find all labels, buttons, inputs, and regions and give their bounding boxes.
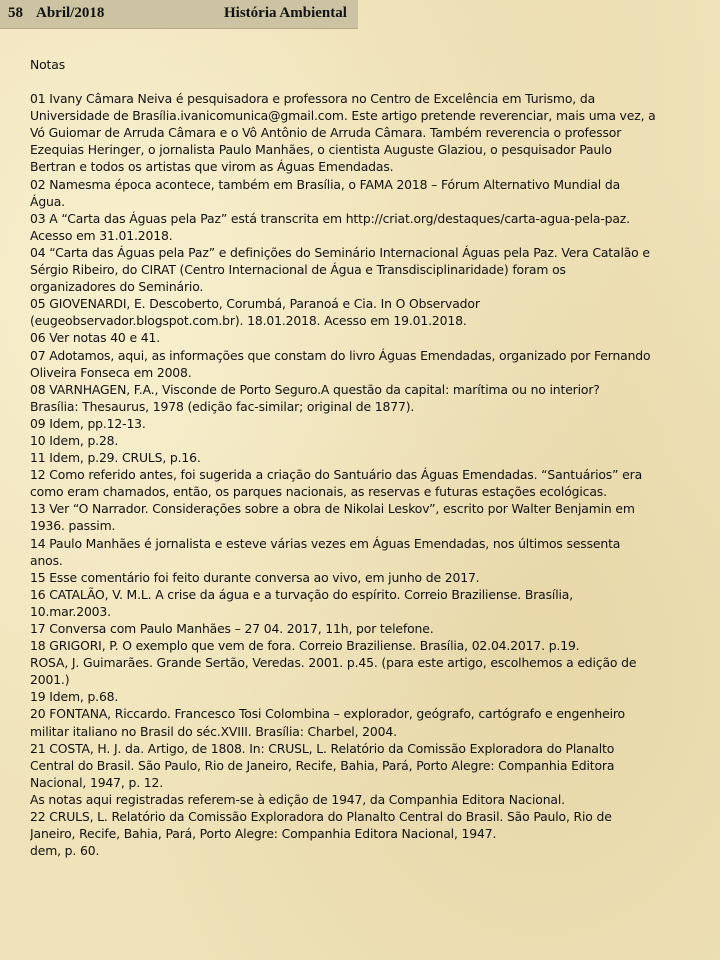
note-line: 08 VARNHAGEN, F.A., Visconde de Porto Seguro.A questão da capital: marítima ou no interior? <box>30 381 600 397</box>
note-line: como eram chamados, então, os parques nacionais, as reservas e futuras estações ecológicas. <box>30 484 607 500</box>
note-line: Universidade de Brasília.ivanicomunica@gmail.com. Este artigo pretende reverenciar, mais uma vez, a <box>30 108 656 124</box>
note-line: Janeiro, Recife, Bahia, Pará, Porto Alegre: Companhia Editora Nacional, 1947. <box>30 826 497 842</box>
note-line: 1936. passim. <box>30 518 116 534</box>
page-number: 58 <box>8 5 23 21</box>
note-line: Bertran e todos os artistas que virom as Águas Emendadas. <box>30 159 394 175</box>
note-line: 2001.) <box>30 672 70 688</box>
note-line: Água. <box>30 193 65 209</box>
page-header <box>0 0 358 29</box>
note-line: Central do Brasil. São Paulo, Rio de Janeiro, Recife, Bahia, Pará, Porto Alegre: Companhia Editora <box>30 757 615 773</box>
note-line: 16 CATALÃO, V. M.L. A crise da água e a turvação do espírito. Correio Braziliense. Brasília, <box>30 586 574 602</box>
note-line: 04 “Carta das Águas pela Paz” e definições do Seminário Internacional Águas pela Paz. Vera Catalão e <box>30 244 650 260</box>
note-line: 20 FONTANA, Riccardo. Francesco Tosi Colombina – explorador, geógrafo, cartógrafo e engenheiro <box>30 706 625 722</box>
note-line: 11 Idem, p.29. CRULS, p.16. <box>30 450 201 466</box>
notes-section <box>30 56 694 859</box>
note-line: 19 Idem, p.68. <box>30 689 119 705</box>
note-line: 21 COSTA, H. J. da. Artigo, de 1808. In: CRUSL, L. Relatório da Comissão Exploradora do Planalto <box>30 740 615 756</box>
note-line: (eugeobservador.blogspot.com.br). 18.01.2018. Acesso em 19.01.2018. <box>30 313 467 329</box>
note-line: 14 Paulo Manhães é jornalista e esteve várias vezes em Águas Emendadas, nos últimos sessenta <box>30 535 621 551</box>
note-line: Acesso em 31.01.2018. <box>30 227 173 243</box>
note-line: 10 Idem, p.28. <box>30 432 119 448</box>
note-line: 09 Idem, pp.12-13. <box>30 415 146 431</box>
note-line: organizadores do Seminário. <box>30 279 204 295</box>
note-line: Brasília: Thesaurus, 1978 (edição fac-similar; original de 1877). <box>30 398 415 414</box>
note-line: ROSA, J. Guimarães. Grande Sertão, Veredas. 2001. p.45. (para este artigo, escolhemos a edição de <box>30 655 637 671</box>
note-line: dem, p. 60. <box>30 843 100 859</box>
note-line: Nacional, 1947, p. 12. <box>30 774 164 790</box>
note-line: 06 Ver notas 40 e 41. <box>30 330 160 346</box>
note-line: 13 Ver “O Narrador. Considerações sobre a obra de Nikolai Leskov”, escrito por Walter Benjamin em <box>30 501 635 517</box>
notes-heading: Notas <box>30 57 66 72</box>
issue-date: Abril/2018 <box>36 5 105 21</box>
note-line: 17 Conversa com Paulo Manhães – 27 04. 2017, 11h, por telefone. <box>30 621 434 636</box>
note-line: 01 Ivany Câmara Neiva é pesquisadora e professora no Centro de Excelência em Turismo, da <box>30 91 596 107</box>
note-line: 02 Namesma época acontece, também em Brasília, o FAMA 2018 – Fórum Alternativo Mundial da <box>30 176 621 192</box>
note-line: Vó Guiomar de Arruda Câmara e o Vô Antônio de Arruda Câmara. Também reverencia o professor <box>30 125 622 141</box>
note-line: Oliveira Fonseca em 2008. <box>30 364 192 380</box>
note-line: militar italiano no Brasil do séc.XVIII. Brasília: Charbel, 2004. <box>30 723 397 739</box>
note-line: anos. <box>30 552 63 568</box>
journal-title: História Ambiental <box>224 5 347 21</box>
note-line: 07 Adotamos, aqui, as informações que constam do livro Águas Emendadas, organizado por Fernando <box>30 347 651 363</box>
note-line: 22 CRULS, L. Relatório da Comissão Exploradora do Planalto Central do Brasil. São Paulo, Rio de <box>30 809 612 825</box>
note-line: Ezequias Heringer, o jornalista Paulo Manhães, o cientista Auguste Glaziou, o pesquisador Paulo <box>30 142 612 158</box>
note-line: 15 Esse comentário foi feito durante conversa ao vivo, em junho de 2017. <box>30 569 480 585</box>
note-line: 12 Como referido antes, foi sugerida a criação do Santuário das Águas Emendadas. “Santuários” era <box>30 467 643 483</box>
note-line: 10.mar.2003. <box>30 603 111 619</box>
note-line: 18 GRIGORI, P. O exemplo que vem de fora. Correio Braziliense. Brasília, 02.04.2017. p.19. <box>30 638 580 654</box>
note-line: As notas aqui registradas referem-se à edição de 1947, da Companhia Editora Nacional. <box>30 791 565 807</box>
note-line: 03 A “Carta das Águas pela Paz” está transcrita em http://criat.org/destaques/carta-agua-pela-paz. <box>30 210 630 226</box>
note-line: 05 GIOVENARDI, E. Descoberto, Corumbá, Paranoá e Cia. In O Observador <box>30 296 480 312</box>
notes-list <box>30 90 694 859</box>
note-line: Sérgio Ribeiro, do CIRAT (Centro Internacional de Água e Transdisciplinaridade) foram os <box>30 262 566 278</box>
